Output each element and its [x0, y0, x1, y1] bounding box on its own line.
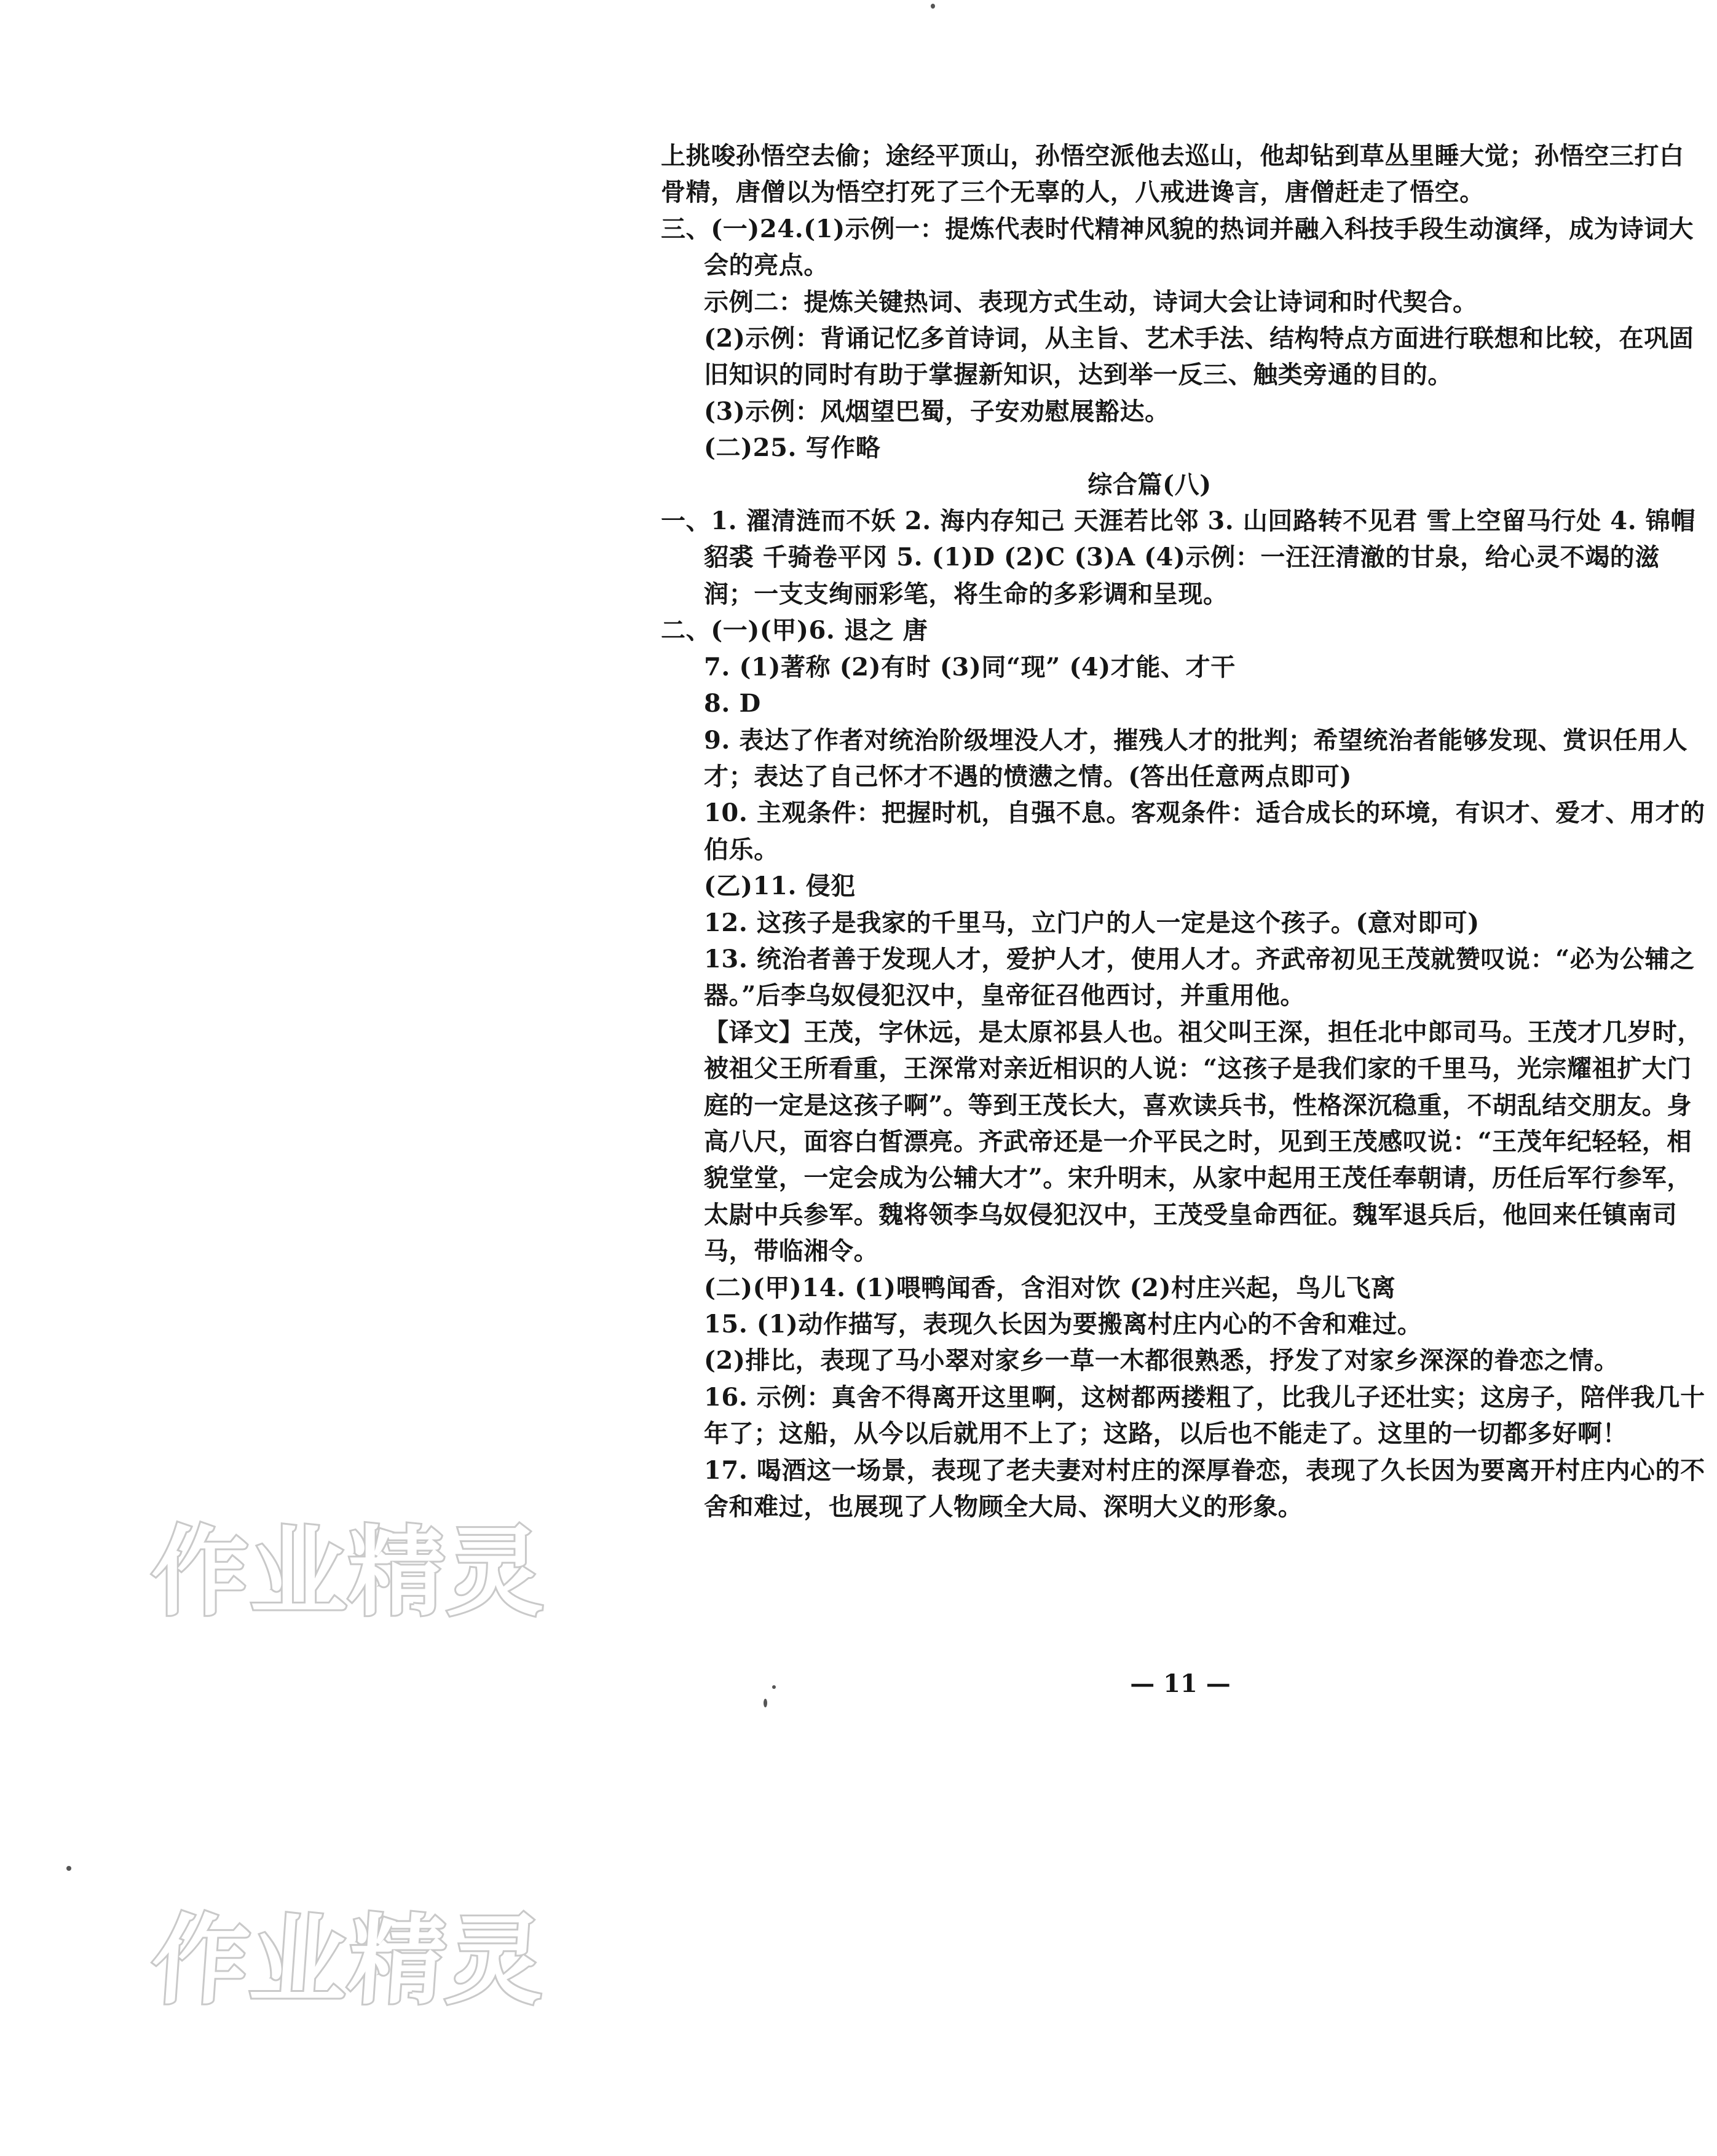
text-line: 上挑唆孙悟空去偷；途经平顶山，孙悟空派他去巡山，他却钻到草丛里睡大觉；孙悟空三打白骨精，唐僧以为悟空打死了三个无辜的人，八戒进谗言，唐僧赶走了悟空。: [661, 141, 1684, 207]
watermark: 作业精灵: [148, 1905, 550, 2018]
page-number: — 11 —: [1130, 1669, 1231, 1698]
text-line: 10. 主观条件：把握时机，自强不息。客观条件：适合成长的环境，有识才、爱才、用才的伯乐。: [704, 798, 1705, 864]
text-line: (2)示例：背诵记忆多首诗词，从主旨、艺术手法、结构特点方面进行联想和比较，在巩固旧知识的同时有助于掌握新知识，达到举一反三、触类旁通的目的。: [704, 324, 1694, 390]
scan-speck: [66, 1866, 71, 1871]
translation-paragraph: 【译文】王茂，字休远，是太原祁县人也。祖父叫王深，担任北中郎司马。王茂才几岁时，被祖父王所看重，王深常对亲近相识的人说：“这孩子是我们家的千里马，光宗耀祖扩大门庭的一定是这孩子啊”。等到王茂长大，喜欢读兵书，性格深沉稳重，不胡乱结交朋友。身高八尺，面容白皙漂亮。齐武帝还是一介平民之时，见到王茂感叹说：“王茂年纪轻轻，相貌堂堂，一定会成为公辅大才”。宋升明末，从家中起用王茂任奉朝请，历任后军行参军，太尉中兵参军。魏将领李乌奴侵犯汉中，王茂受皇命西征。魏军退兵后，他回来任镇南司马，带临湘令。: [704, 1017, 1702, 1266]
text-line: (3)示例：风烟望巴蜀，子安劝慰展豁达。: [704, 396, 1170, 426]
scan-speck: [772, 1685, 776, 1689]
text-line: 一、1. 濯清涟而不妖 2. 海内存知己 天涯若比邻 3. 山回路转不见君 雪上空留马行处 4. 锦帽貂裘 千骑卷平冈 5. (1)D (2)C (3)A (4)示例：一汪汪清澈的甘泉，给心灵不竭的滋润；一支支绚丽彩笔，将生命的多彩调和呈现。: [661, 506, 1695, 608]
text-line: 9. 表达了作者对统治阶级埋没人才，摧残人才的批判；希望统治者能够发现、赏识任用人才；表达了自己怀才不遇的愤懑之情。(答出任意两点即可): [704, 725, 1688, 791]
text-line: 7. (1)著称 (2)有时 (3)同“现” (4)才能、才干: [704, 652, 1236, 682]
text-line: (二)25. 写作略: [704, 433, 881, 463]
text-line: 13. 统治者善于发现人才，爱护人才，使用人才。齐武帝初见王茂就赞叹说：“必为公辅之器。”后李乌奴侵犯汉中，皇帝征召他西讨，并重用他。: [704, 944, 1695, 1010]
answer-text-column: [661, 138, 1706, 1525]
watermark: 作业精灵: [151, 1516, 545, 1629]
text-line: (二)(甲)14. (1)喂鸭闻香，含泪对饮 (2)村庄兴起，鸟儿飞离: [704, 1273, 1396, 1302]
text-line: 16. 示例：真舍不得离开这里啊，这树都两搂粗了，比我儿子还壮实；这房子，陪伴我几十年了；这船，从今以后就用不上了；这路，以后也不能走了。这里的一切都多好啊！: [704, 1382, 1705, 1449]
text-line: 三、(一)24.(1)示例一：提炼代表时代精神风貌的热词并融入科技手段生动演绎，成为诗词大会的亮点。: [661, 214, 1694, 280]
text-line: 8. D: [704, 689, 761, 718]
text-line: 示例二：提炼关键热词、表现方式生动，诗词大会让诗词和时代契合。: [704, 287, 1478, 317]
text-line: 二、(一)(甲)6. 退之 唐: [661, 616, 928, 645]
scan-speck: [764, 1699, 767, 1707]
section-title: 综合篇(八): [1087, 470, 1212, 499]
scan-speck: [931, 4, 935, 9]
text-line: (乙)11. 侵犯: [704, 871, 856, 901]
text-line: 15. (1)动作描写，表现久长因为要搬离村庄内心的不舍和难过。: [704, 1310, 1423, 1339]
text-line: 17. 喝酒这一场景，表现了老夫妻对村庄的深厚眷恋，表现了久长因为要离开村庄内心的不舍和难过，也展现了人物顾全大局、深明大义的形象。: [704, 1455, 1705, 1522]
text-line: 12. 这孩子是我家的千里马，立门户的人一定是这个孩子。(意对即可): [704, 908, 1480, 937]
text-line: (2)排比，表现了马小翠对家乡一草一木都很熟悉，抒发了对家乡深深的眷恋之情。: [704, 1346, 1619, 1375]
